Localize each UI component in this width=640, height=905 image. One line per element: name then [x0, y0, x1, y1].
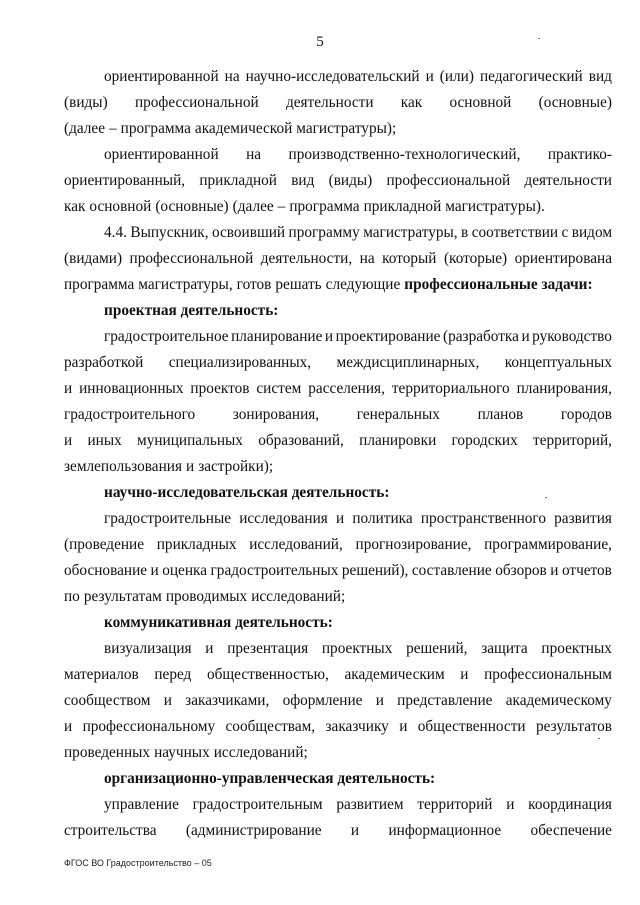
text-line: (проведение прикладных исследований, прогнозирование, программирование,: [64, 536, 612, 553]
paragraph: [64, 792, 612, 844]
text-line: сообществом и заказчиками, оформление и представление академическому: [64, 692, 612, 709]
paragraph: [64, 220, 612, 298]
emphasis-text: профессиональные задачи:: [404, 276, 593, 293]
text-line: по результатам проводимых исследований;: [64, 588, 346, 605]
document-footer: ФГОС ВО Градостроительство – 05: [64, 858, 212, 868]
scan-speck: [545, 497, 547, 498]
scan-speck: [538, 38, 540, 39]
scan-speck: [598, 738, 600, 739]
text-line: (видами) профессиональной деятельности, на который (которые) ориентирована: [64, 250, 612, 267]
text-line: ориентированной на научно-исследовательский и (или) педагогический вид: [104, 68, 612, 85]
text-line: (виды) профессиональной деятельности как основной (основные): [64, 94, 612, 111]
document-body: [64, 64, 612, 844]
paragraph: [64, 506, 612, 610]
text-line: градостроительного зонирования, генеральных планов городов: [64, 406, 612, 423]
text-line: (далее – программа академической магистратуры);: [64, 120, 397, 137]
text-line: и профессиональному сообществам, заказчику и общественности результатов: [64, 718, 612, 735]
paragraph: [64, 142, 612, 220]
text-line: 4.4. Выпускник, освоивший программу магистратуры, в соответствии с видом: [104, 224, 612, 241]
text-line: управление градостроительным развитием территорий и координация: [104, 796, 612, 813]
paragraph: [64, 636, 612, 766]
text-line: материалов перед общественностью, академическим и профессиональным: [64, 666, 612, 683]
text-line: обоснование и оценка градостроительных решений), составление обзоров и отчетов: [64, 562, 612, 579]
text-line: ориентированной на производственно-технологический, практико-: [104, 146, 612, 163]
text-line: визуализация и презентация проектных решений, защита проектных: [104, 640, 612, 657]
text-line: разработкой специализированных, междисциплинарных, концептуальных: [64, 354, 612, 371]
text-line: градостроительное планирование и проектирование (разработка и руководство: [104, 328, 612, 345]
text-line: и инновационных проектов систем расселения, территориального планирования,: [64, 380, 612, 397]
section-heading: проектная деятельность:: [104, 302, 279, 319]
text-line: и иных муниципальных образований, планировки городских территорий,: [64, 432, 612, 449]
page-number: 5: [316, 34, 324, 50]
section-heading: организационно-управленческая деятельность:: [104, 770, 436, 787]
text-line: как основной (основные) (далее – программа прикладной магистратуры).: [64, 198, 545, 215]
paragraph: [64, 64, 612, 142]
section-heading: научно-исследовательская деятельность:: [104, 484, 390, 501]
text-line: строительства (администрирование и информационное обеспечение: [64, 822, 612, 839]
section-heading: коммуникативная деятельность:: [104, 614, 333, 631]
text-line: землепользования и застройки);: [64, 458, 274, 475]
text-line: программа магистратуры, готов решать следующие профессиональные задачи:: [64, 272, 612, 298]
text-line: проведенных научных исследований;: [64, 744, 308, 761]
text-line: градостроительные исследования и политика пространственного развития: [104, 510, 612, 527]
text-line: ориентированный, прикладной вид (виды) профессиональной деятельности: [64, 172, 612, 189]
paragraph: [64, 324, 612, 480]
